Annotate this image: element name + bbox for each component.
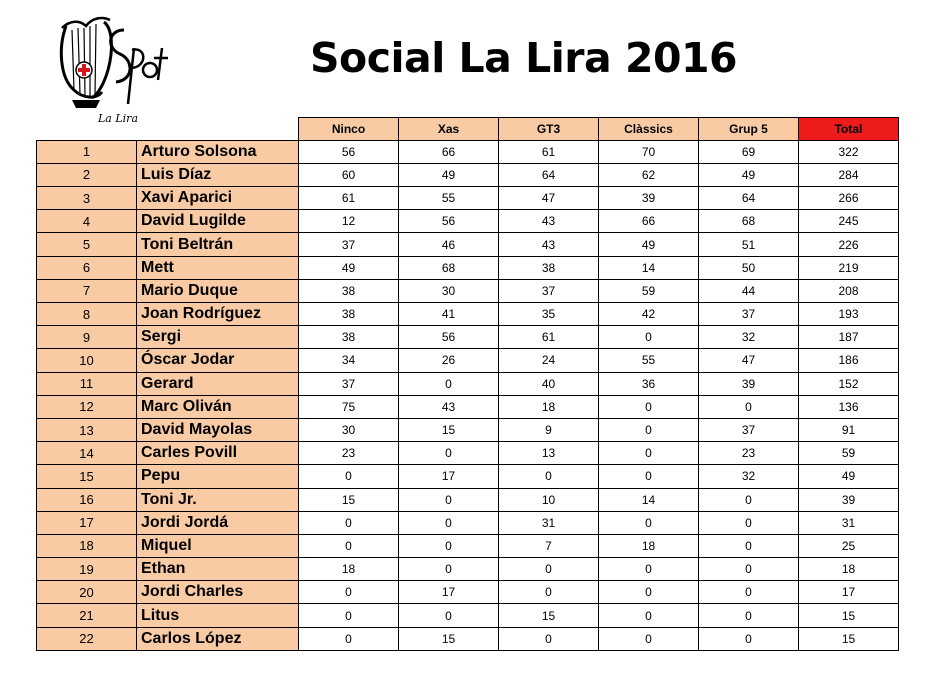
- player-name-cell: Litus: [137, 604, 299, 627]
- score-cell: 0: [499, 581, 599, 604]
- score-cell: 0: [299, 465, 399, 488]
- score-cell: 0: [599, 581, 699, 604]
- rank-cell: 16: [37, 488, 137, 511]
- lyre-logo-icon: [52, 8, 172, 126]
- score-cell: 0: [499, 465, 599, 488]
- total-cell: 15: [799, 604, 899, 627]
- score-cell: 43: [499, 233, 599, 256]
- table-body: [37, 140, 899, 650]
- blank-header-cell: [37, 118, 137, 141]
- score-cell: 61: [499, 326, 599, 349]
- score-cell: 61: [499, 140, 599, 163]
- rank-cell: 5: [37, 233, 137, 256]
- table-row: [37, 558, 899, 581]
- table-row: [37, 349, 899, 372]
- player-name-cell: Ethan: [137, 558, 299, 581]
- score-cell: 30: [299, 418, 399, 441]
- logo-subtitle: La Lira: [98, 112, 138, 125]
- table-row: [37, 210, 899, 233]
- score-cell: 47: [699, 349, 799, 372]
- score-cell: 0: [699, 534, 799, 557]
- score-cell: 70: [599, 140, 699, 163]
- score-cell: 18: [299, 558, 399, 581]
- score-cell: 23: [699, 442, 799, 465]
- score-cell: 30: [399, 279, 499, 302]
- table-row: [37, 256, 899, 279]
- player-name-cell: Luis Díaz: [137, 163, 299, 186]
- score-cell: 55: [599, 349, 699, 372]
- score-cell: 0: [399, 534, 499, 557]
- score-cell: 56: [399, 326, 499, 349]
- score-cell: 42: [599, 303, 699, 326]
- rank-cell: 20: [37, 581, 137, 604]
- total-cell: 186: [799, 349, 899, 372]
- player-name-cell: Jordi Charles: [137, 581, 299, 604]
- rank-cell: 8: [37, 303, 137, 326]
- score-cell: 37: [299, 372, 399, 395]
- score-cell: 12: [299, 210, 399, 233]
- score-cell: 0: [699, 488, 799, 511]
- column-header: Ninco: [299, 118, 399, 141]
- total-cell: 208: [799, 279, 899, 302]
- score-cell: 18: [599, 534, 699, 557]
- score-cell: 68: [399, 256, 499, 279]
- total-cell: 17: [799, 581, 899, 604]
- score-cell: 39: [699, 372, 799, 395]
- table-row: [37, 627, 899, 650]
- score-cell: 56: [399, 210, 499, 233]
- total-cell: 25: [799, 534, 899, 557]
- total-cell: 39: [799, 488, 899, 511]
- score-cell: 0: [599, 418, 699, 441]
- table-row: [37, 326, 899, 349]
- rank-cell: 11: [37, 372, 137, 395]
- rank-cell: 10: [37, 349, 137, 372]
- score-cell: 36: [599, 372, 699, 395]
- score-cell: 68: [699, 210, 799, 233]
- score-cell: 0: [399, 558, 499, 581]
- total-cell: 18: [799, 558, 899, 581]
- score-cell: 10: [499, 488, 599, 511]
- player-name-cell: Toni Jr.: [137, 488, 299, 511]
- table-row: [37, 442, 899, 465]
- rank-cell: 1: [37, 140, 137, 163]
- table-row: [37, 534, 899, 557]
- score-cell: 62: [599, 163, 699, 186]
- page-title: Social La Lira 2016: [310, 34, 738, 82]
- score-cell: 0: [399, 488, 499, 511]
- player-name-cell: Gerard: [137, 372, 299, 395]
- score-cell: 0: [599, 511, 699, 534]
- standings-table: [36, 117, 899, 651]
- score-cell: 47: [499, 187, 599, 210]
- score-cell: 17: [399, 465, 499, 488]
- score-cell: 0: [299, 534, 399, 557]
- score-cell: 13: [499, 442, 599, 465]
- table-row: [37, 488, 899, 511]
- score-cell: 14: [599, 256, 699, 279]
- score-cell: 0: [399, 372, 499, 395]
- table-row: [37, 604, 899, 627]
- score-cell: 38: [299, 326, 399, 349]
- blank-header-cell: [137, 118, 299, 141]
- rank-cell: 21: [37, 604, 137, 627]
- score-cell: 0: [599, 558, 699, 581]
- total-cell: 226: [799, 233, 899, 256]
- rank-cell: 2: [37, 163, 137, 186]
- score-cell: 0: [299, 604, 399, 627]
- score-cell: 0: [499, 558, 599, 581]
- score-cell: 15: [399, 627, 499, 650]
- score-cell: 64: [699, 187, 799, 210]
- player-name-cell: Mario Duque: [137, 279, 299, 302]
- score-cell: 15: [399, 418, 499, 441]
- total-cell: 59: [799, 442, 899, 465]
- rank-cell: 22: [37, 627, 137, 650]
- score-cell: 38: [299, 279, 399, 302]
- score-cell: 15: [299, 488, 399, 511]
- table-row: [37, 418, 899, 441]
- rank-cell: 13: [37, 418, 137, 441]
- score-cell: 7: [499, 534, 599, 557]
- club-logo: [52, 8, 172, 126]
- total-cell: 31: [799, 511, 899, 534]
- score-cell: 0: [699, 395, 799, 418]
- score-cell: 37: [499, 279, 599, 302]
- score-cell: 0: [699, 627, 799, 650]
- player-name-cell: Mett: [137, 256, 299, 279]
- total-column-header: Total: [799, 118, 899, 141]
- score-cell: 66: [599, 210, 699, 233]
- total-cell: 193: [799, 303, 899, 326]
- score-cell: 23: [299, 442, 399, 465]
- score-cell: 64: [499, 163, 599, 186]
- score-cell: 0: [299, 511, 399, 534]
- total-cell: 187: [799, 326, 899, 349]
- player-name-cell: Toni Beltrán: [137, 233, 299, 256]
- score-cell: 66: [399, 140, 499, 163]
- score-cell: 60: [299, 163, 399, 186]
- player-name-cell: Carles Povill: [137, 442, 299, 465]
- player-name-cell: Jordi Jordá: [137, 511, 299, 534]
- table-row: [37, 187, 899, 210]
- score-cell: 24: [499, 349, 599, 372]
- player-name-cell: Miquel: [137, 534, 299, 557]
- rank-cell: 12: [37, 395, 137, 418]
- score-cell: 0: [699, 511, 799, 534]
- player-name-cell: Pepu: [137, 465, 299, 488]
- score-cell: 43: [499, 210, 599, 233]
- score-cell: 55: [399, 187, 499, 210]
- player-name-cell: David Lugilde: [137, 210, 299, 233]
- rank-cell: 6: [37, 256, 137, 279]
- score-cell: 40: [499, 372, 599, 395]
- player-name-cell: Arturo Solsona: [137, 140, 299, 163]
- score-cell: 9: [499, 418, 599, 441]
- score-cell: 14: [599, 488, 699, 511]
- score-cell: 49: [299, 256, 399, 279]
- score-cell: 0: [599, 395, 699, 418]
- player-name-cell: Marc Oliván: [137, 395, 299, 418]
- score-cell: 37: [299, 233, 399, 256]
- rank-cell: 9: [37, 326, 137, 349]
- column-header: Clàssics: [599, 118, 699, 141]
- total-cell: 91: [799, 418, 899, 441]
- total-cell: 49: [799, 465, 899, 488]
- score-cell: 43: [399, 395, 499, 418]
- table-row: [37, 372, 899, 395]
- score-cell: 17: [399, 581, 499, 604]
- rank-cell: 4: [37, 210, 137, 233]
- score-cell: 0: [599, 627, 699, 650]
- player-name-cell: Óscar Jodar: [137, 349, 299, 372]
- score-cell: 35: [499, 303, 599, 326]
- table-row: [37, 163, 899, 186]
- score-cell: 44: [699, 279, 799, 302]
- score-cell: 37: [699, 303, 799, 326]
- table-row: [37, 303, 899, 326]
- total-cell: 136: [799, 395, 899, 418]
- score-cell: 61: [299, 187, 399, 210]
- score-cell: 34: [299, 349, 399, 372]
- rank-cell: 15: [37, 465, 137, 488]
- rank-cell: 14: [37, 442, 137, 465]
- score-cell: 0: [699, 604, 799, 627]
- total-cell: 245: [799, 210, 899, 233]
- score-cell: 75: [299, 395, 399, 418]
- score-cell: 49: [599, 233, 699, 256]
- score-cell: 18: [499, 395, 599, 418]
- table-row: [37, 233, 899, 256]
- score-cell: 51: [699, 233, 799, 256]
- score-cell: 49: [699, 163, 799, 186]
- rank-cell: 19: [37, 558, 137, 581]
- score-cell: 0: [399, 442, 499, 465]
- player-name-cell: Carlos López: [137, 627, 299, 650]
- score-cell: 59: [599, 279, 699, 302]
- score-cell: 39: [599, 187, 699, 210]
- table-row: [37, 465, 899, 488]
- score-cell: 31: [499, 511, 599, 534]
- score-cell: 0: [399, 604, 499, 627]
- player-name-cell: Joan Rodríguez: [137, 303, 299, 326]
- score-cell: 0: [599, 442, 699, 465]
- score-cell: 0: [599, 326, 699, 349]
- player-name-cell: Xavi Aparici: [137, 187, 299, 210]
- score-cell: 50: [699, 256, 799, 279]
- score-cell: 46: [399, 233, 499, 256]
- total-cell: 284: [799, 163, 899, 186]
- score-cell: 0: [299, 581, 399, 604]
- total-cell: 266: [799, 187, 899, 210]
- table-row: [37, 395, 899, 418]
- table-header-row: [37, 118, 899, 141]
- column-header: GT3: [499, 118, 599, 141]
- table-row: [37, 140, 899, 163]
- player-name-cell: Sergi: [137, 326, 299, 349]
- rank-cell: 3: [37, 187, 137, 210]
- score-cell: 38: [299, 303, 399, 326]
- total-cell: 15: [799, 627, 899, 650]
- player-name-cell: David Mayolas: [137, 418, 299, 441]
- score-cell: 0: [399, 511, 499, 534]
- score-cell: 0: [599, 465, 699, 488]
- total-cell: 219: [799, 256, 899, 279]
- score-cell: 69: [699, 140, 799, 163]
- score-cell: 38: [499, 256, 599, 279]
- table-row: [37, 581, 899, 604]
- rank-cell: 18: [37, 534, 137, 557]
- table-row: [37, 279, 899, 302]
- score-cell: 0: [599, 604, 699, 627]
- score-cell: 37: [699, 418, 799, 441]
- score-cell: 41: [399, 303, 499, 326]
- score-cell: 56: [299, 140, 399, 163]
- score-cell: 0: [299, 627, 399, 650]
- score-cell: 32: [699, 326, 799, 349]
- column-header: Grup 5: [699, 118, 799, 141]
- total-cell: 322: [799, 140, 899, 163]
- table-row: [37, 511, 899, 534]
- score-cell: 0: [499, 627, 599, 650]
- score-cell: 0: [699, 581, 799, 604]
- rank-cell: 17: [37, 511, 137, 534]
- score-cell: 32: [699, 465, 799, 488]
- column-header: Xas: [399, 118, 499, 141]
- score-cell: 49: [399, 163, 499, 186]
- score-cell: 26: [399, 349, 499, 372]
- rank-cell: 7: [37, 279, 137, 302]
- score-cell: 15: [499, 604, 599, 627]
- total-cell: 152: [799, 372, 899, 395]
- score-cell: 0: [699, 558, 799, 581]
